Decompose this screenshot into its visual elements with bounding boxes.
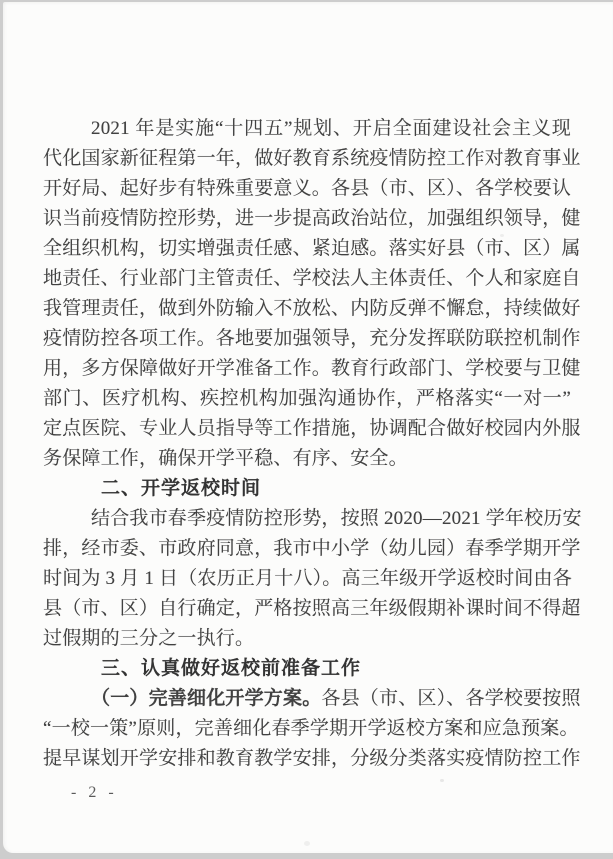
paragraph-1-line: 定点医院、专业人员指导等工作措施，协调配合做好校园内外服 [43, 418, 581, 439]
paragraph-3-line [43, 684, 581, 714]
paragraph-1-line: 全组织机构，切实增强责任感、紧迫感。落实好县（市、区）属 [43, 238, 581, 259]
document-body [43, 114, 582, 774]
paragraph-1-line: 我管理责任，做到外防输入不放松、内防反弹不懈怠，持续做好 [43, 298, 581, 319]
section-heading-2: 二、开学返校时间 [101, 478, 262, 499]
paragraph-1-line: 识当前疫情防控形势，进一步提高政治站位，加强组织领导，健 [43, 208, 581, 229]
paragraph-1-line: 用，多方保障做好开学准备工作。教育行政部门、学校要与卫健 [43, 358, 581, 379]
paragraph-1-line: 开好局、起好步有特殊重要意义。各县（市、区）、各学校要认 [43, 178, 572, 199]
paragraph-3-line: “一校一策”原则，完善细化春季学期开学返校方案和应急预案。 [43, 718, 579, 739]
paragraph-1-line: 代化国家新征程第一年，做好教育系统疫情防控工作对教育事业 [43, 148, 581, 169]
paragraph-1-line: 疫情防控各项工作。各地要加强领导，充分发挥联防联控机制作 [43, 328, 581, 349]
paragraph-2-line: 结合我市春季疫情防控形势，按照 2020—2021 学年校历安 [91, 508, 582, 529]
paragraph-2-line: 时间为 3 月 1 日（农历正月十八）。高三年级开学返校时间由各 [43, 568, 572, 589]
paragraph-2-line: 县（市、区）自行确定，严格按照高三年级假期补课时间不得超 [43, 598, 581, 619]
paragraph-1-line: 2021 年是实施“十四五”规划、开启全面建设社会主义现 [91, 118, 571, 139]
scan-noise [440, 779, 444, 782]
paragraph-3-line: 提早谋划开学安排和教育教学安排，分级分类落实疫情防控工作 [43, 748, 581, 769]
document-page [3, 2, 613, 853]
paragraph-3-text: 各县（市、区）、各学校要按照 [321, 688, 581, 709]
subsection-title: （一）完善细化开学方案。 [91, 688, 322, 709]
paragraph-1-line: 地责任、行业部门主管责任、学校法人主体责任、个人和家庭自 [43, 268, 581, 289]
paragraph-1-line: 部门、医疗机构、疾控机构加强沟通协作，严格落实“一对一” [43, 388, 571, 409]
paragraph-1-line: 务保障工作，确保开学平稳、有序、安全。 [43, 448, 408, 469]
paragraph-2-line: 排，经市委、市政府同意，我市中小学（幼儿园）春季学期开学 [43, 538, 581, 559]
page-number: - 2 - [71, 784, 118, 801]
section-heading-3: 三、认真做好返校前准备工作 [101, 658, 362, 679]
paragraph-2-line: 过假期的三分之一执行。 [43, 628, 255, 649]
